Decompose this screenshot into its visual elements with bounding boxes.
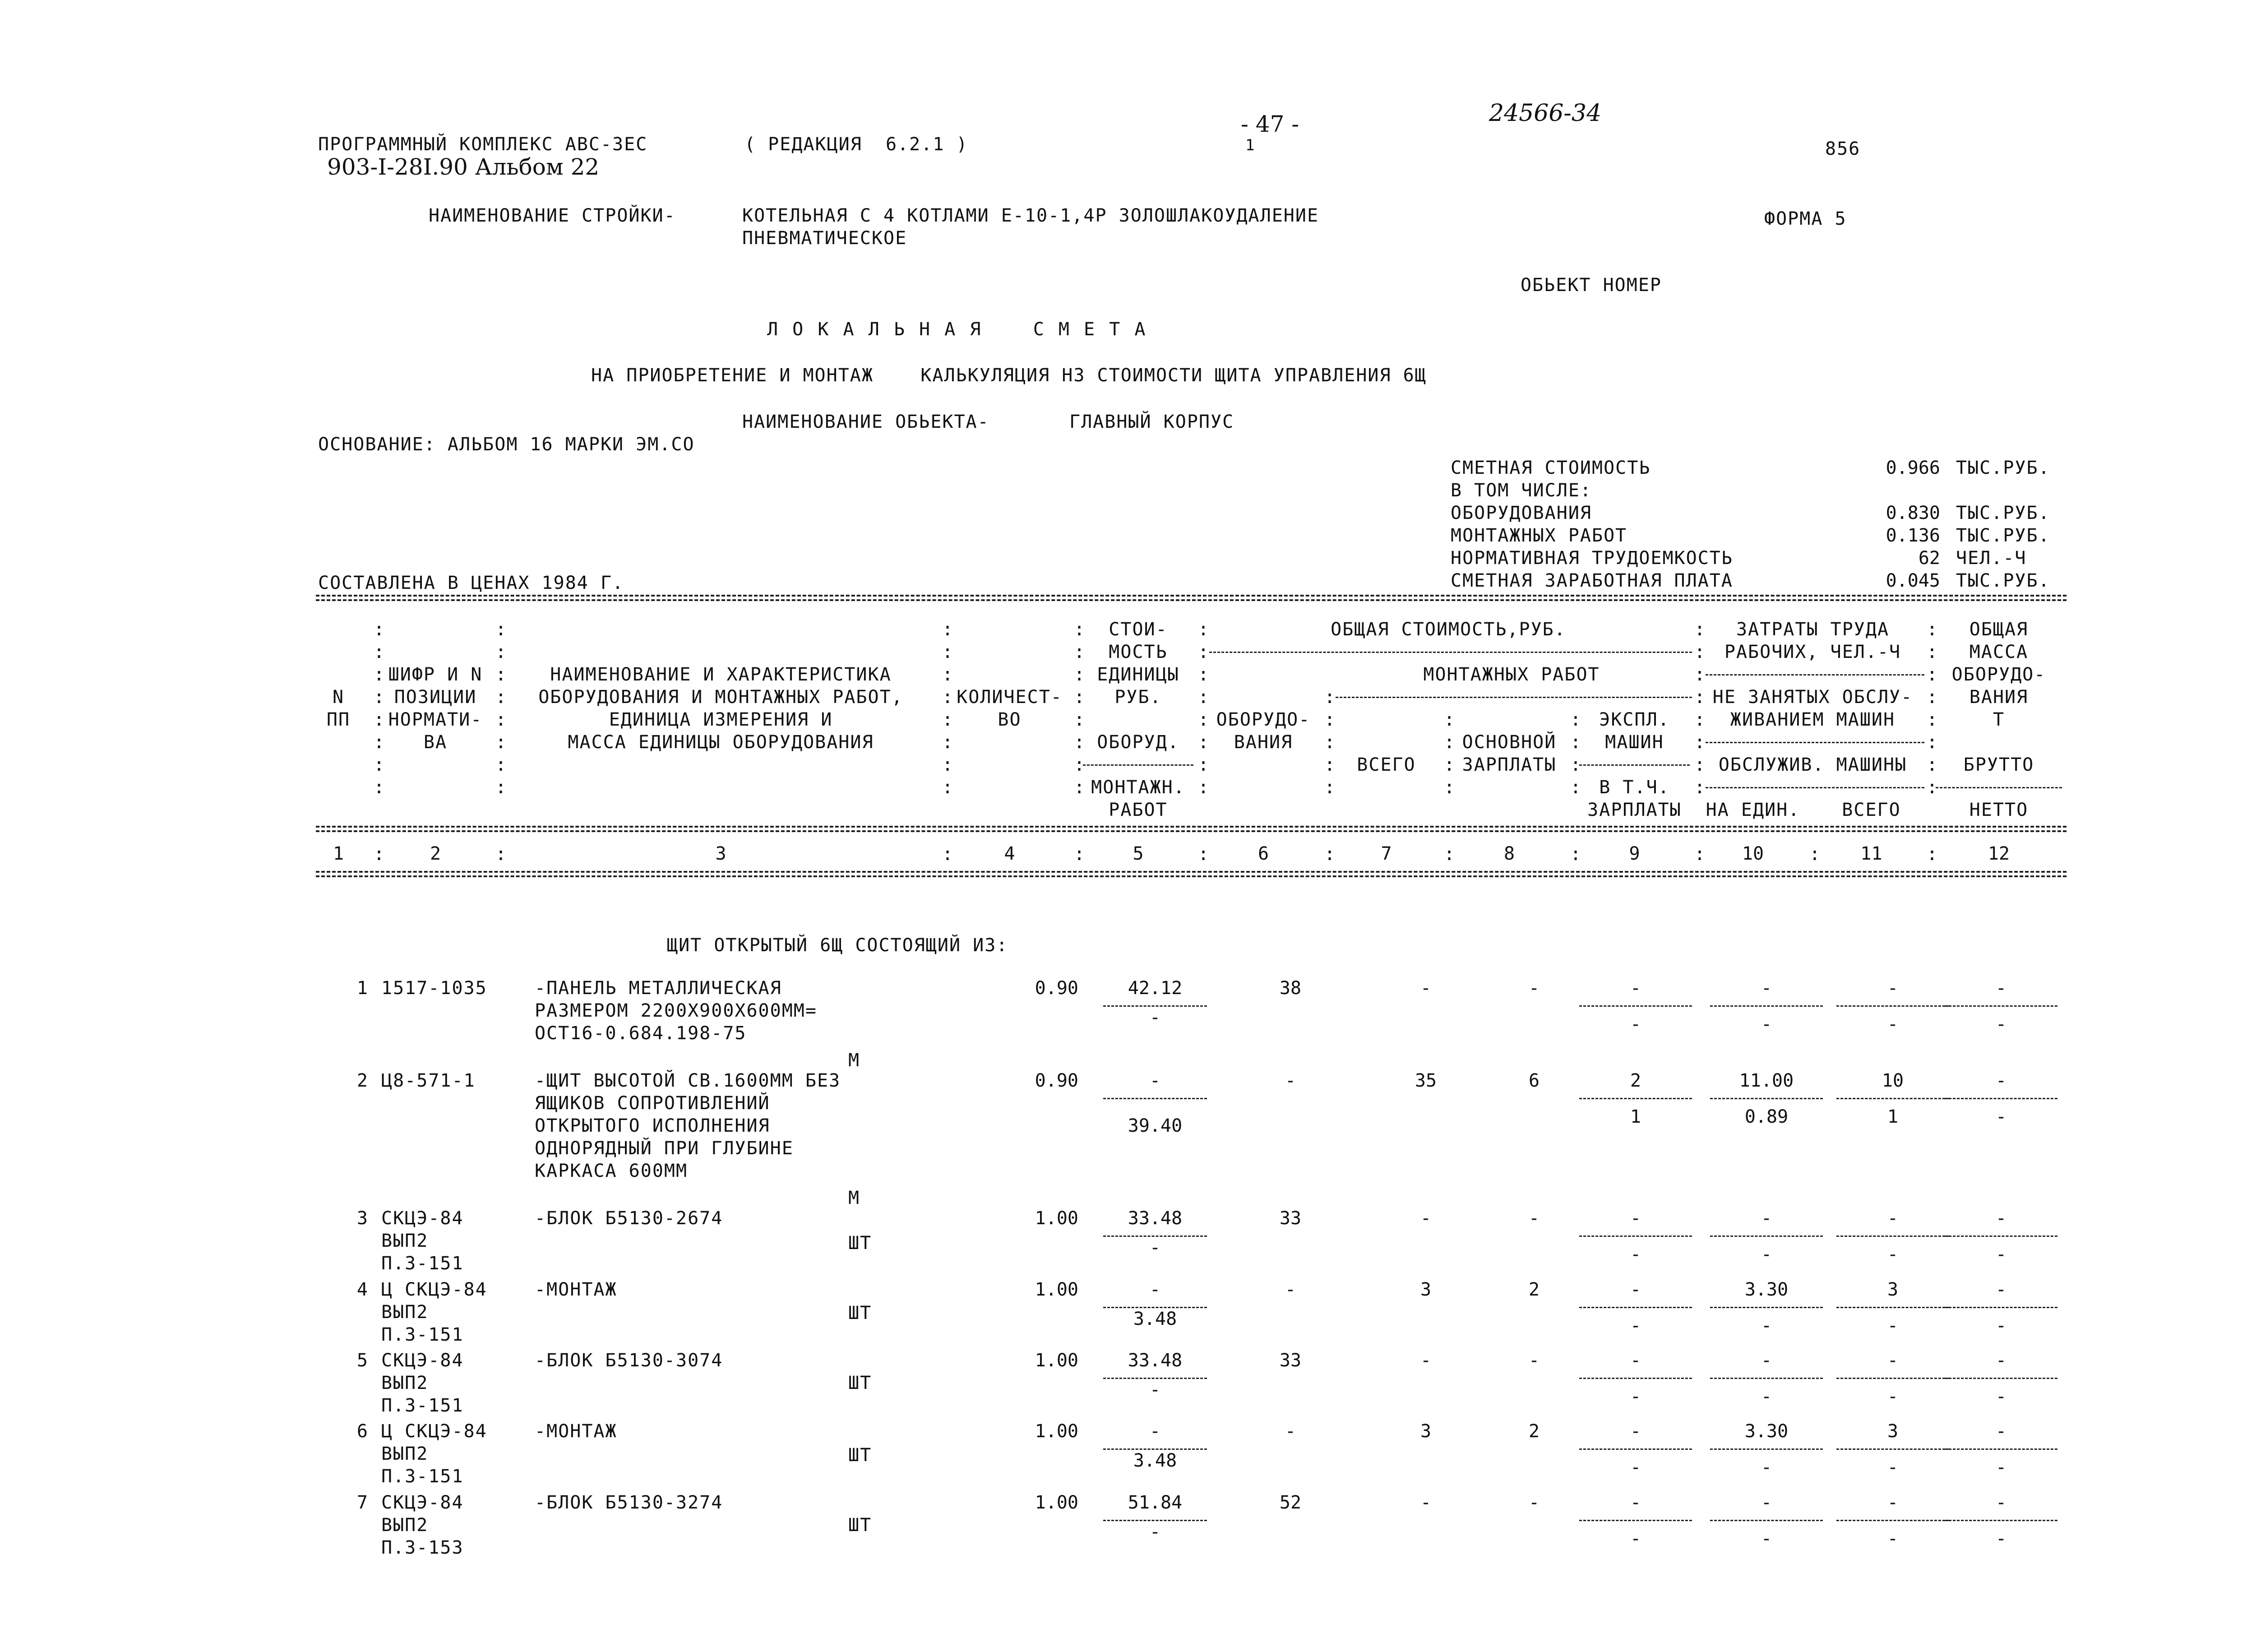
row-labor-per-unit-top: - — [1761, 1208, 1772, 1229]
summary-label: СМЕТНАЯ СТОИМОСТЬ — [1451, 458, 1651, 478]
row-code: СКЦЭ-84 — [381, 1350, 464, 1371]
column-separator: : : : : : : : : — [1198, 619, 1209, 798]
row-divider — [1103, 1005, 1207, 1007]
row-labor-per-unit-top: - — [1761, 1350, 1772, 1371]
row-divider — [1710, 1448, 1823, 1450]
column-number: 10 — [1742, 843, 1764, 864]
construction-value-line1: КОТЕЛЬНАЯ С 4 КОТЛАМИ Е-10-1,4Р ЗОЛОШЛАКОУДАЛЕНИЕ — [742, 205, 1319, 226]
row-base-salary: - — [1528, 978, 1540, 999]
summary-label: В ТОМ ЧИСЛЕ: — [1451, 480, 1592, 501]
row-number: 2 — [356, 1070, 368, 1091]
row-mass-top: - — [1995, 1492, 2007, 1513]
row-mounting-total: 3 — [1420, 1421, 1432, 1442]
column-separator: : — [1324, 844, 1336, 865]
column-separator: : : : : : : : : — [1694, 619, 1706, 798]
page-title: Л О К А Л Ь Н А Я С М Е Т А — [767, 319, 1147, 340]
row-name: ОТКРЫТОГО ИСПОЛНЕНИЯ — [535, 1115, 770, 1136]
row-mass-bottom: - — [1995, 1528, 2007, 1549]
row-mass-bottom: - — [1995, 1457, 2007, 1478]
header-divider — [1336, 697, 1692, 698]
row-labor-per-unit-top: 11.00 — [1739, 1070, 1794, 1091]
row-labor-per-unit-top: 3.30 — [1744, 1421, 1789, 1442]
row-divider — [1836, 1005, 1949, 1007]
row-code: СКЦЭ-84 — [381, 1492, 464, 1513]
row-base-salary: - — [1528, 1492, 1540, 1513]
col-header-labor-total: ВСЕГО — [1842, 800, 1901, 820]
object-name-label: НАИМЕНОВАНИЕ ОБЬЕКТА- — [742, 412, 989, 432]
column-separator: : : : : : — [1324, 687, 1336, 798]
row-base-salary: - — [1528, 1350, 1540, 1371]
row-quantity: 0.90 — [1035, 1070, 1078, 1091]
row-number: 7 — [356, 1492, 368, 1513]
row-mounting-total: - — [1420, 1208, 1432, 1229]
col-header-quantity: КОЛИЧЕСТ- ВО — [957, 687, 1063, 730]
row-mass-top: - — [1995, 1208, 2007, 1229]
row-code: ВЫП2 — [381, 1231, 429, 1251]
summary-value: 62 — [1918, 548, 1940, 569]
row-mounting-total: - — [1420, 1492, 1432, 1513]
row-machines-bottom: - — [1630, 1457, 1641, 1478]
column-separator: : : : : : : : : — [942, 619, 953, 798]
col-header-code: ШИФР И N ПОЗИЦИИ НОРМАТИ- ВА — [388, 664, 483, 753]
summary-unit: ТЫС.РУБ. — [1956, 570, 2050, 591]
row-divider — [1945, 1378, 2057, 1379]
row-divider — [1836, 1448, 1949, 1450]
form-number: ФОРМА 5 — [1764, 208, 1847, 229]
summary-value: 0.966 — [1886, 458, 1940, 478]
row-name: -ЩИТ ВЫСОТОЙ СВ.1600ММ БЕЗ — [535, 1070, 841, 1091]
row-code: П.3-151 — [381, 1253, 464, 1274]
header-divider — [1706, 787, 1924, 788]
row-divider — [1579, 1098, 1692, 1099]
row-labor-per-unit-bottom: - — [1761, 1315, 1772, 1336]
column-number: 11 — [1860, 843, 1882, 864]
column-separator: : — [1570, 844, 1581, 865]
row-unit-cost-equipment: 33.48 — [1128, 1350, 1183, 1371]
row-unit-cost-mounting: - — [1149, 1237, 1161, 1258]
header-divider — [1209, 652, 1692, 653]
column-number: 7 — [1381, 843, 1392, 864]
row-unit: ШТ — [848, 1373, 872, 1393]
header-divider — [1579, 764, 1690, 766]
row-divider — [1836, 1098, 1949, 1099]
row-number: 4 — [356, 1279, 368, 1300]
row-labor-per-unit-top: 3.30 — [1744, 1279, 1789, 1300]
row-unit-cost-equipment: - — [1149, 1070, 1161, 1091]
summary-value: 0.830 — [1886, 503, 1940, 523]
row-name: ОДНОРЯДНЫЙ ПРИ ГЛУБИНЕ — [535, 1138, 794, 1159]
row-labor-total-bottom: - — [1887, 1457, 1899, 1478]
row-labor-total-top: 3 — [1887, 1279, 1899, 1300]
row-labor-total-bottom: 1 — [1887, 1106, 1899, 1127]
row-code: Ц СКЦЭ-84 — [381, 1421, 487, 1442]
price-level: СОСТАВЛЕНА В ЦЕНАХ 1984 Г. — [318, 573, 624, 593]
row-code: ВЫП2 — [381, 1515, 429, 1536]
column-separator: : : : : : : : : — [1074, 619, 1085, 798]
row-unit-cost-equipment: 42.12 — [1128, 978, 1183, 999]
col-group-total-cost: ОБЩАЯ СТОИМОСТЬ,РУБ. — [1331, 619, 1566, 640]
program-name: ПРОГРАММНЫЙ КОМПЛЕКС АВС-ЗЕС — [318, 134, 648, 155]
summary-value: 0.136 — [1886, 525, 1940, 546]
col-header-name: НАИМЕНОВАНИЕ И ХАРАКТЕРИСТИКА ОБОРУДОВАНИЯ И МОНТАЖНЫХ РАБОТ, ЕДИНИЦА ИЗМЕРЕНИЯ И МАССА ЕДИНИЦЫ ОБОРУДОВАНИЯ — [538, 664, 903, 753]
summary-unit: ЧЕЛ.-Ч — [1956, 548, 2027, 569]
row-divider — [1103, 1378, 1207, 1379]
row-unit: ШТ — [848, 1515, 872, 1536]
row-machines-top: - — [1630, 1421, 1641, 1442]
row-mass-bottom: - — [1995, 1106, 2007, 1127]
column-separator: : — [1809, 844, 1821, 865]
construction-value-line2: ПНЕВМАТИЧЕСКОЕ — [742, 228, 907, 249]
row-number: 1 — [356, 978, 368, 999]
row-divider — [1710, 1098, 1823, 1099]
row-name: КАРКАСА 600ММ — [535, 1161, 688, 1181]
row-divider — [1945, 1448, 2057, 1450]
col-header-row-number: N ПП — [326, 687, 351, 730]
row-mass-top: - — [1995, 1350, 2007, 1371]
column-number: 4 — [1004, 843, 1015, 864]
col-group-mounting: МОНТАЖНЫХ РАБОТ — [1423, 664, 1600, 685]
row-name: -ПАНЕЛЬ МЕТАЛЛИЧЕСКАЯ — [535, 978, 782, 999]
column-separator: : : : : : : : : — [374, 619, 385, 798]
row-unit-cost-mounting: - — [1149, 1007, 1161, 1028]
col-group-labor: ЗАТРАТЫ ТРУДА РАБОЧИХ, ЧЕЛ.-Ч — [1724, 619, 1901, 662]
column-separator: : — [1198, 844, 1209, 865]
row-divider — [1836, 1307, 1949, 1308]
column-number: 6 — [1257, 843, 1269, 864]
row-quantity: 1.00 — [1035, 1279, 1078, 1300]
summary-unit: ТЫС.РУБ. — [1956, 525, 2050, 546]
row-code: Ц8-571-1 — [381, 1070, 476, 1091]
column-number: 1 — [333, 843, 344, 864]
row-base-salary: - — [1528, 1208, 1540, 1229]
col-header-mounting-total: ВСЕГО — [1357, 754, 1416, 775]
row-divider — [1103, 1098, 1207, 1099]
row-mass-bottom: - — [1995, 1386, 2007, 1407]
row-divider — [1579, 1236, 1692, 1237]
row-unit-cost-mounting: 39.40 — [1128, 1115, 1183, 1136]
summary-value: 0.045 — [1886, 570, 1940, 591]
row-labor-total-top: - — [1887, 978, 1899, 999]
row-machines-top: - — [1630, 1208, 1641, 1229]
row-unit: ШТ — [848, 1303, 872, 1323]
row-unit-cost-equipment: - — [1149, 1279, 1161, 1300]
row-number: 5 — [356, 1350, 368, 1371]
row-labor-total-bottom: - — [1887, 1315, 1899, 1336]
header-top-rule — [316, 599, 2066, 601]
row-equipment-total: 33 — [1279, 1350, 1302, 1371]
row-divider — [1579, 1307, 1692, 1308]
row-machines-top: - — [1630, 1279, 1641, 1300]
row-labor-total-top: 10 — [1882, 1070, 1904, 1091]
object-number-label: ОБЬЕКТ НОМЕР — [1521, 275, 1662, 296]
col-header-unit-cost-mounting: МОНТАЖН. РАБОТ — [1091, 777, 1185, 820]
row-labor-per-unit-bottom: 0.89 — [1744, 1106, 1789, 1127]
row-name: ОСТ16-0.684.198-75 — [535, 1023, 747, 1044]
row-divider — [1103, 1236, 1207, 1237]
column-separator: : : : : : : : : — [495, 619, 507, 798]
summary-label: СМЕТНАЯ ЗАРАБОТНАЯ ПЛАТА — [1451, 570, 1733, 591]
row-equipment-total: 33 — [1279, 1208, 1302, 1229]
row-equipment-total: 38 — [1279, 978, 1302, 999]
column-number: 12 — [1988, 843, 2010, 864]
col-header-labor-machine: ОБСЛУЖИВ. МАШИНЫ — [1718, 754, 1907, 775]
row-code: ВЫП2 — [381, 1444, 429, 1464]
row-quantity: 1.00 — [1035, 1421, 1078, 1442]
row-mass-top: - — [1995, 978, 2007, 999]
column-separator: : : : : — [1570, 709, 1581, 798]
row-unit-cost-equipment: - — [1149, 1421, 1161, 1442]
row-unit: М — [848, 1050, 860, 1071]
row-quantity: 0.90 — [1035, 978, 1078, 999]
row-labor-total-top: - — [1887, 1350, 1899, 1371]
album-stamp: 903-I-28I.90 Альбом 22 — [327, 154, 600, 180]
row-divider — [1710, 1378, 1823, 1379]
summary-unit: ТЫС.РУБ. — [1956, 458, 2050, 478]
row-code: 1517-1035 — [381, 978, 487, 999]
header-mid-rule — [316, 826, 2066, 828]
column-separator: : : : : : : : : — [1927, 619, 1938, 798]
col-header-machines-salary: В Т.Ч. ЗАРПЛАТЫ — [1587, 777, 1682, 820]
row-divider — [1579, 1005, 1692, 1007]
row-divider — [1103, 1448, 1207, 1450]
page-number: - 47 - — [1241, 111, 1299, 137]
row-mass-bottom: - — [1995, 1014, 2007, 1035]
row-mass-top: - — [1995, 1279, 2007, 1300]
row-code: Ц СКЦЭ-84 — [381, 1279, 487, 1300]
row-machines-bottom: 1 — [1630, 1106, 1641, 1127]
row-divider — [1945, 1307, 2057, 1308]
column-separator: : — [1927, 844, 1938, 865]
column-separator: : — [1694, 844, 1706, 865]
summary-unit: ТЫС.РУБ. — [1956, 503, 2050, 523]
row-mass-bottom: - — [1995, 1315, 2007, 1336]
row-code: П.3-151 — [381, 1324, 464, 1345]
estimate-subtitle: НА ПРИОБРЕТЕНИЕ И МОНТАЖ КАЛЬКУЛЯЦИЯ НЗ СТОИМОСТИ ЩИТА УПРАВЛЕНИЯ 6Щ — [591, 365, 1427, 386]
row-machines-top: 2 — [1630, 1070, 1641, 1091]
row-divider — [1836, 1378, 1949, 1379]
row-mass-bottom: - — [1995, 1244, 2007, 1265]
header-divider — [1706, 742, 1924, 743]
col-header-base-salary: ОСНОВНОЙ ЗАРПЛАТЫ — [1462, 732, 1557, 775]
row-code: СКЦЭ-84 — [381, 1208, 464, 1229]
col-header-mass-gross: БРУТТО — [1963, 754, 2034, 775]
page-sub-number: 1 — [1245, 136, 1256, 154]
column-number: 2 — [430, 843, 441, 864]
row-unit: М — [848, 1188, 860, 1208]
row-divider — [1103, 1307, 1207, 1308]
row-divider — [1945, 1098, 2057, 1099]
col-header-unit-cost-equipment: ОБОРУД. — [1097, 732, 1179, 753]
handwritten-doc-code: 24566-34 — [1489, 100, 1602, 127]
col-header-labor-nonmachine: НЕ ЗАНЯТЫХ ОБСЛУ- ЖИВАНИЕМ МАШИН — [1712, 687, 1913, 730]
row-machines-bottom: - — [1630, 1244, 1641, 1265]
row-divider — [1710, 1520, 1823, 1521]
row-unit: ШТ — [848, 1233, 872, 1254]
row-unit-cost-mounting: 3.48 — [1133, 1309, 1177, 1329]
row-machines-top: - — [1630, 1350, 1641, 1371]
row-divider — [1579, 1448, 1692, 1450]
row-code: ВЫП2 — [381, 1302, 429, 1323]
basis: ОСНОВАНИЕ: АЛЬБОМ 16 МАРКИ ЭМ.СО — [318, 434, 695, 455]
column-separator: : — [942, 844, 953, 865]
row-mass-top: - — [1995, 1421, 2007, 1442]
row-equipment-total: - — [1285, 1070, 1296, 1091]
row-number: 3 — [356, 1208, 368, 1229]
header-bottom-rule — [316, 875, 2066, 877]
row-divider — [1579, 1520, 1692, 1521]
row-name: -БЛОК Б5130-2674 — [535, 1208, 723, 1229]
row-divider — [1836, 1236, 1949, 1237]
row-name: -БЛОК Б5130-3074 — [535, 1350, 723, 1371]
column-number: 5 — [1133, 843, 1144, 864]
sheet-number: 856 — [1825, 139, 1861, 159]
row-divider — [1710, 1005, 1823, 1007]
column-separator: : — [495, 844, 507, 865]
row-name: ЯЩИКОВ СОПРОТИВЛЕНИЙ — [535, 1093, 770, 1114]
row-name: -МОНТАЖ — [535, 1421, 617, 1442]
row-labor-per-unit-bottom: - — [1761, 1457, 1772, 1478]
column-separator: : — [1444, 844, 1455, 865]
row-labor-total-top: 3 — [1887, 1421, 1899, 1442]
row-mounting-total: 35 — [1415, 1070, 1437, 1091]
section-title: ЩИТ ОТКРЫТЫЙ 6Щ СОСТОЯЩИЙ ИЗ: — [667, 935, 1008, 956]
row-name: -МОНТАЖ — [535, 1279, 617, 1300]
row-machines-bottom: - — [1630, 1528, 1641, 1549]
row-name: РАЗМЕРОМ 2200Х900Х600ММ= — [535, 1000, 817, 1021]
row-machines-top: - — [1630, 1492, 1641, 1513]
summary-label: ОБОРУДОВАНИЯ — [1451, 503, 1592, 523]
row-number: 6 — [356, 1421, 368, 1442]
row-divider — [1945, 1236, 2057, 1237]
row-labor-total-top: - — [1887, 1208, 1899, 1229]
row-code: П.3-151 — [381, 1395, 464, 1416]
row-mounting-total: - — [1420, 978, 1432, 999]
row-machines-bottom: - — [1630, 1014, 1641, 1035]
row-labor-total-bottom: - — [1887, 1014, 1899, 1035]
row-base-salary: 2 — [1528, 1421, 1540, 1442]
column-number: 9 — [1629, 843, 1640, 864]
row-labor-per-unit-bottom: - — [1761, 1528, 1772, 1549]
row-divider — [1579, 1378, 1692, 1379]
header-bottom-rule — [316, 871, 2066, 873]
row-unit-cost-mounting: - — [1149, 1379, 1161, 1400]
header-divider — [1706, 674, 1924, 676]
row-unit-cost-mounting: - — [1149, 1522, 1161, 1542]
row-labor-total-bottom: - — [1887, 1528, 1899, 1549]
row-labor-per-unit-bottom: - — [1761, 1014, 1772, 1035]
row-labor-total-bottom: - — [1887, 1386, 1899, 1407]
summary-label: НОРМАТИВНАЯ ТРУДОЕМКОСТЬ — [1451, 548, 1733, 569]
row-base-salary: 6 — [1528, 1070, 1540, 1091]
header-divider — [1936, 787, 2062, 788]
col-header-mass: ОБЩАЯ МАССА ОБОРУДО- ВАНИЯ Т — [1951, 619, 2046, 730]
col-header-equipment-total: ОБОРУДО- ВАНИЯ — [1216, 709, 1311, 753]
row-unit-cost-equipment: 33.48 — [1128, 1208, 1183, 1229]
row-divider — [1945, 1005, 2057, 1007]
row-base-salary: 2 — [1528, 1279, 1540, 1300]
row-code: П.3-153 — [381, 1537, 464, 1558]
row-name: -БЛОК Б5130-3274 — [535, 1492, 723, 1513]
row-labor-total-bottom: - — [1887, 1244, 1899, 1265]
row-divider — [1945, 1520, 2057, 1521]
row-labor-per-unit-bottom: - — [1761, 1244, 1772, 1265]
row-quantity: 1.00 — [1035, 1350, 1078, 1371]
col-header-unit-cost: СТОИ- МОСТЬ ЕДИНИЦЫ РУБ. — [1097, 619, 1179, 708]
row-mass-top: - — [1995, 1070, 2007, 1091]
row-machines-bottom: - — [1630, 1315, 1641, 1336]
row-quantity: 1.00 — [1035, 1208, 1078, 1229]
construction-label: НАИМЕНОВАНИЕ СТРОЙКИ- — [429, 205, 676, 226]
row-divider — [1103, 1520, 1207, 1521]
row-machines-bottom: - — [1630, 1386, 1641, 1407]
row-equipment-total: 52 — [1279, 1492, 1302, 1513]
row-mounting-total: - — [1420, 1350, 1432, 1371]
row-equipment-total: - — [1285, 1279, 1296, 1300]
row-divider — [1710, 1307, 1823, 1308]
column-number: 3 — [715, 843, 726, 864]
summary-label: МОНТАЖНЫХ РАБОТ — [1451, 525, 1627, 546]
row-labor-per-unit-top: - — [1761, 978, 1772, 999]
row-labor-per-unit-bottom: - — [1761, 1386, 1772, 1407]
row-divider — [1836, 1520, 1949, 1521]
row-labor-total-top: - — [1887, 1492, 1899, 1513]
col-header-machines: ЭКСПЛ. МАШИН — [1599, 709, 1670, 753]
col-header-mass-net: НЕТТО — [1969, 800, 2029, 820]
header-divider — [1083, 764, 1193, 766]
column-number: 8 — [1503, 843, 1515, 864]
row-code: ВЫП2 — [381, 1373, 429, 1393]
row-unit-cost-mounting: 3.48 — [1133, 1450, 1177, 1471]
column-separator: : — [1074, 844, 1085, 865]
col-header-labor-per-unit: НА ЕДИН. — [1706, 800, 1800, 820]
row-labor-per-unit-top: - — [1761, 1492, 1772, 1513]
column-separator: : : : : — [1444, 709, 1455, 798]
row-unit: ШТ — [848, 1445, 872, 1466]
header-top-rule — [316, 595, 2066, 597]
row-code: П.3-151 — [381, 1466, 464, 1487]
row-divider — [1710, 1236, 1823, 1237]
header-mid-rule — [316, 830, 2066, 832]
column-separator: : — [374, 844, 385, 865]
object-name-value: ГЛАВНЫЙ КОРПУС — [1069, 412, 1234, 432]
program-edition: ( РЕДАКЦИЯ 6.2.1 ) — [744, 134, 968, 155]
row-quantity: 1.00 — [1035, 1492, 1078, 1513]
row-unit-cost-equipment: 51.84 — [1128, 1492, 1183, 1513]
row-equipment-total: - — [1285, 1421, 1296, 1442]
row-mounting-total: 3 — [1420, 1279, 1432, 1300]
row-machines-top: - — [1630, 978, 1641, 999]
